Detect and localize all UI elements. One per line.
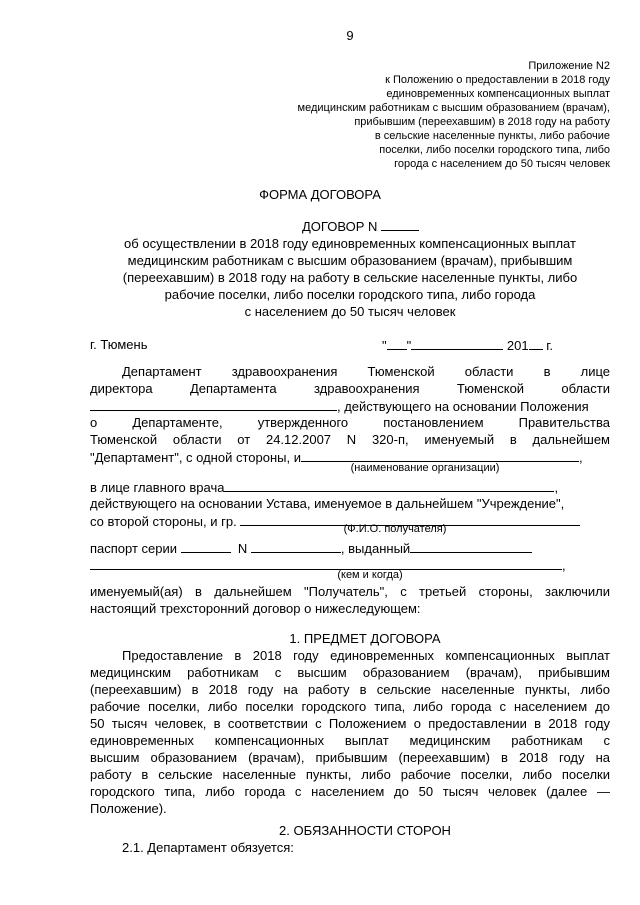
page-number: 9: [346, 28, 354, 43]
preamble-text: , действующего на основании Положения: [337, 399, 589, 414]
passport-number-label: N: [237, 541, 248, 556]
section2-item: 2.1. Департамент обязуется:: [122, 840, 294, 855]
section1-line: Положение).: [90, 801, 167, 816]
organization-caption: (наименование организации): [350, 462, 500, 474]
appendix-line: к Положению о предоставлении в 2018 году: [385, 74, 610, 86]
appendix-line: медицинским работникам с высшим образованием (врачам),: [297, 102, 610, 114]
date-quote: ": [382, 338, 387, 353]
section1-line: (переехавшим) в 2018 году на работу в сельские населенные пункты, либо: [90, 682, 610, 697]
section1-line: работу в сельские населенные пункты, либо рабочие поселки, либо поселки: [90, 767, 610, 782]
year-blank: [529, 337, 543, 350]
section1-line: рабочие поселки, либо поселки городского типа, либо города с населением до: [90, 699, 610, 714]
section1-line: городского типа, либо города с населением до 50 тысяч человек (далее —: [90, 784, 610, 799]
preamble-line: настоящий трехсторонний договор о нижеследующем:: [90, 601, 421, 616]
appendix-line: города с населением до 50 тысяч человек: [394, 158, 610, 170]
form-title: ФОРМА ДОГОВОРА: [259, 187, 381, 202]
date-quote: ": [406, 338, 412, 353]
subject-line: с населением до 50 тысяч человек: [244, 304, 456, 319]
preamble-line: директора Департамента здравоохранения Тюменской области: [90, 381, 610, 396]
contract-number: [302, 218, 419, 235]
preamble-text: со второй стороны, и гр.: [90, 514, 237, 529]
director-name-blank: [90, 398, 337, 411]
appendix-line: в сельские населенные пункты, либо рабочие: [374, 130, 610, 142]
organization-blank: [301, 449, 579, 462]
section1-line: Предоставление в 2018 году единовременных компенсационных выплат: [122, 648, 610, 663]
subject-line: (переехавшим) в 2018 году на работу в сельские населенные пункты, либо: [122, 270, 578, 285]
subject-line: об осуществлении в 2018 году единовременных компенсационных выплат: [124, 236, 576, 251]
passport-number-blank: [251, 540, 341, 553]
section2-heading: 2. ОБЯЗАННОСТИ СТОРОН: [279, 823, 451, 838]
preamble-line: "Департамент", с одной стороны, и ,: [90, 450, 583, 465]
passport-series-blank: [181, 540, 231, 553]
section1-line: высшим образованием (врачам), прибывшим (переехавшим) в 2018 году на: [90, 750, 610, 765]
year-prefix: 201: [506, 338, 529, 353]
year-suffix: г.: [546, 338, 553, 353]
preamble-text: "Департамент", с одной стороны, и: [90, 450, 301, 465]
passport-issued-blank: [410, 540, 532, 553]
passport-series-label: паспорт серии: [90, 541, 178, 556]
recipient-caption: (Ф.И.О. получателя): [343, 523, 447, 535]
subject-line: медицинским работникам с высшим образованием (врачам), прибывшим: [127, 253, 573, 268]
contract-number-blank: [381, 218, 419, 231]
passport-line: ,: [90, 557, 566, 574]
contract-number-label: ДОГОВОР N: [302, 219, 378, 234]
section1-line: медицинским работникам с высшим образованием (врачам), прибывшим: [90, 665, 610, 680]
preamble-line: в лице главного врача ,: [90, 480, 559, 495]
appendix-line: Приложение N2: [528, 60, 610, 72]
subject-line: рабочие поселки, либо поселки городского типа, либо города: [164, 287, 536, 302]
preamble-line: Департамент здравоохранения Тюменской области в лице: [122, 364, 610, 379]
day-blank: [387, 337, 407, 350]
passport-issued-label: , выданный: [340, 541, 411, 556]
date-line: [382, 337, 553, 354]
section1-line: единовременных компенсационных выплат медицинским работникам с: [90, 733, 610, 748]
section1-heading: 1. ПРЕДМЕТ ДОГОВОРА: [289, 631, 441, 646]
when-caption: (кем и когда): [337, 569, 403, 581]
preamble-line: о Департаменте, утвержденного постановлением Правительства: [90, 415, 610, 430]
preamble-line: Тюменской области от 24.12.2007 N 320-п, именуемый в дальнейшем: [90, 432, 610, 447]
chief-doctor-blank: [224, 479, 554, 492]
appendix-line: поселки, либо поселки городского типа, либо: [379, 144, 610, 156]
month-blank: [411, 337, 503, 350]
appendix-line: единовременных компенсационных выплат: [386, 88, 610, 100]
preamble-line: действующего на основании Устава, именуемое в дальнейшем "Учреждение",: [90, 496, 565, 511]
passport-line: [90, 540, 532, 557]
section1-line: 50 тысяч человек, в соответствии с Положением о предоставлении в 2018 году: [90, 716, 610, 731]
place: г. Тюмень: [90, 337, 148, 352]
preamble-text: в лице главного врача: [90, 480, 225, 495]
appendix-line: прибывшим (переехавшим) в 2018 году на работу: [354, 116, 610, 128]
preamble-line: [90, 398, 589, 415]
preamble-line: именуемый(ая) в дальнейшем "Получатель", с третьей стороны, заключили: [90, 584, 610, 599]
